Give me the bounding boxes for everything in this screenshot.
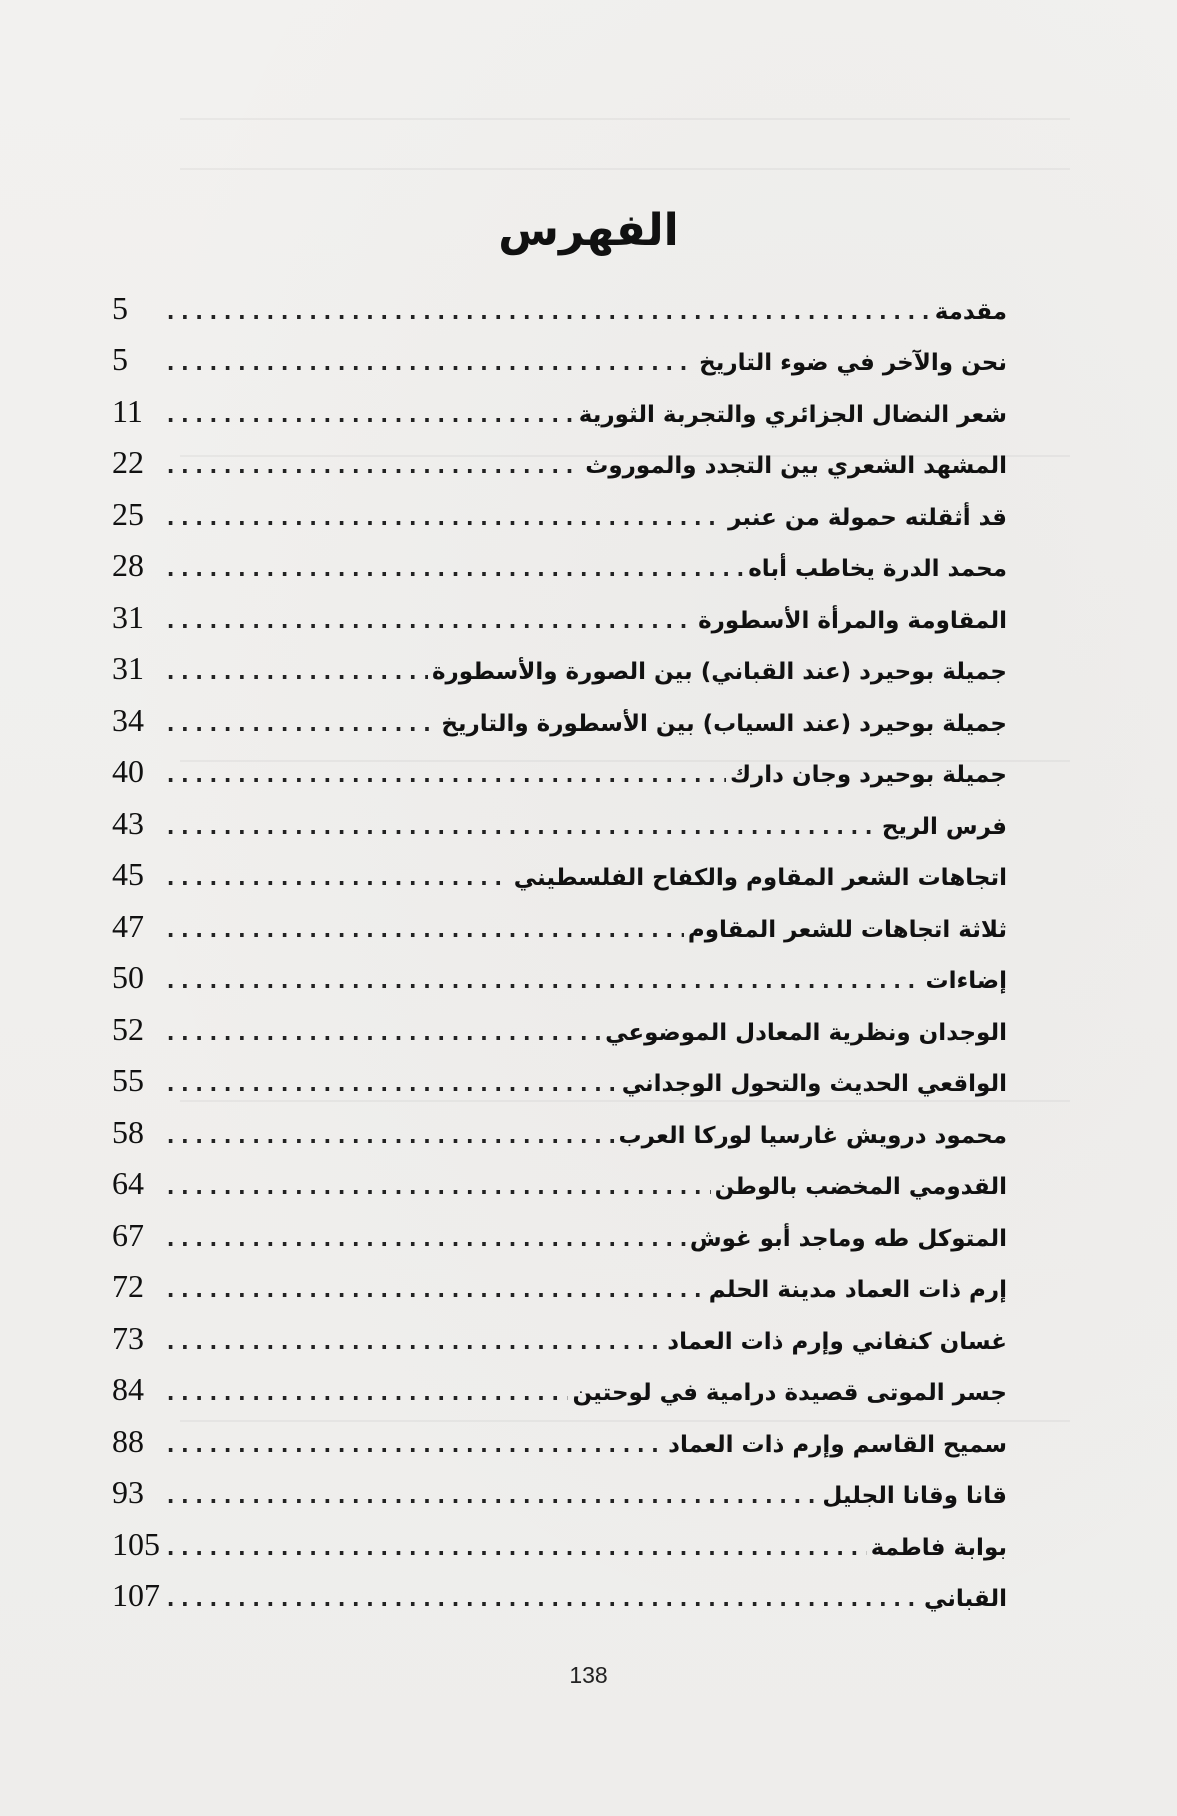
toc-entry-title: بوابة فاطمة	[870, 1534, 1007, 1561]
dot-leader	[164, 868, 510, 890]
toc-entry-title: محمود درويش غارسيا لوركا العرب	[618, 1122, 1007, 1149]
dot-leader	[164, 1023, 601, 1045]
toc-entry-title: القباني	[923, 1586, 1007, 1612]
toc-entry-page: 5	[112, 289, 128, 326]
toc-entry-page: 11	[112, 392, 143, 429]
dot-leader	[164, 508, 724, 530]
dot-leader	[164, 1538, 867, 1560]
toc-entry	[112, 736, 1007, 788]
dot-leader	[164, 920, 684, 942]
toc-entry-title: الوجدان ونظرية المعادل الموضوعي	[605, 1019, 1007, 1046]
toc-entry	[112, 1405, 1007, 1457]
toc-entry	[112, 375, 1007, 427]
toc-entry	[112, 787, 1007, 839]
toc-entry-page: 64	[112, 1165, 144, 1201]
dot-leader	[164, 1589, 920, 1611]
toc-entry	[112, 1148, 1007, 1200]
toc-entry-title: المقاومة والمرأة الأسطورة	[698, 607, 1007, 634]
toc-entry-title: إضاءات	[925, 968, 1007, 994]
toc-entry-title: المشهد الشعري بين التجدد والموروث	[585, 453, 1007, 479]
toc-entry-page: 47	[112, 907, 144, 944]
dot-leader	[164, 714, 437, 736]
toc-entry	[112, 633, 1007, 685]
toc-entry-title: سميح القاسم وإرم ذات العماد	[668, 1431, 1007, 1458]
toc-entry	[112, 530, 1007, 582]
toc-entry-title: قانا وقانا الجليل	[822, 1483, 1007, 1509]
dot-leader	[164, 817, 878, 839]
toc-entry-page: 28	[112, 547, 144, 583]
toc-entry	[112, 839, 1007, 891]
bleed-through-line	[180, 168, 1070, 170]
toc-entry-page: 22	[112, 444, 144, 480]
toc-entry-title: جميلة بوحيرد (عند السياب) بين الأسطورة والتاريخ	[441, 710, 1007, 737]
toc-entry-page: 72	[112, 1268, 144, 1304]
toc-entry	[112, 1045, 1007, 1097]
dot-leader	[164, 1383, 568, 1405]
toc-entry-title: جميلة بوحيرد وجان دارك	[729, 762, 1007, 788]
toc-entry	[112, 684, 1007, 736]
toc-entry-page: 31	[112, 650, 144, 686]
dot-leader	[164, 971, 922, 993]
toc-entry-title: جسر الموتى قصيدة درامية في لوحتين	[572, 1380, 1007, 1406]
dot-leader	[164, 1126, 615, 1148]
dot-leader	[164, 1486, 818, 1508]
toc-entry	[112, 272, 1007, 324]
toc-entry-page: 50	[112, 959, 144, 995]
toc-entry	[112, 993, 1007, 1045]
toc-entry	[112, 427, 1007, 479]
toc-entry-page: 45	[112, 856, 144, 892]
toc-entry-title: المتوكل طه وماجد أبو غوش	[689, 1225, 1007, 1252]
toc-entry-title: ثلاثة اتجاهات للشعر المقاوم	[687, 916, 1007, 943]
toc-entry-page: 67	[112, 1216, 144, 1253]
page-number: 138	[569, 1662, 608, 1688]
toc-entry	[112, 1354, 1007, 1406]
toc-entry-page: 43	[112, 804, 144, 841]
dot-leader	[164, 765, 726, 787]
dot-leader	[164, 1332, 663, 1354]
toc-entry	[112, 478, 1007, 530]
toc-entry	[112, 942, 1007, 994]
toc-entry-title: القدومي المخضب بالوطن	[714, 1174, 1007, 1200]
bleed-through-line	[180, 118, 1070, 120]
toc-entry	[112, 1508, 1007, 1560]
dot-leader	[164, 1229, 686, 1251]
toc-entry-page: 105	[112, 1525, 160, 1562]
toc-entry-title: اتجاهات الشعر المقاوم والكفاح الفلسطيني	[513, 865, 1007, 891]
toc-entry-title: محمد الدرة يخاطب أباه	[748, 556, 1007, 582]
toc-entry-page: 31	[112, 598, 144, 635]
toc-entry-page: 5	[112, 341, 128, 377]
toc-entry-page: 40	[112, 753, 144, 789]
dot-leader	[164, 611, 694, 633]
toc-entry	[112, 1199, 1007, 1251]
toc-entry-page: 84	[112, 1371, 144, 1407]
toc-entry	[112, 1251, 1007, 1303]
toc-entry-title: إرم ذات العماد مدينة الحلم	[708, 1277, 1007, 1303]
dot-leader	[164, 1074, 618, 1096]
toc-entry-title: مقدمة	[934, 298, 1007, 325]
dot-leader	[164, 1177, 711, 1199]
toc-entry-page: 107	[112, 1577, 160, 1613]
toc-entry-page: 55	[112, 1062, 144, 1098]
toc-entry-title: قد أثقلته حمولة من عنبر	[728, 504, 1007, 531]
toc-entry-page: 88	[112, 1422, 144, 1459]
toc-entry-page: 73	[112, 1319, 144, 1356]
table-of-contents	[112, 272, 1007, 1611]
toc-entry-page: 93	[112, 1474, 144, 1510]
page-title: الفهرس	[498, 205, 679, 256]
toc-entry-title: غسان كنفاني وإرم ذات العماد	[667, 1328, 1007, 1355]
toc-entry	[112, 1302, 1007, 1354]
toc-entry-title: جميلة بوحيرد (عند القباني) بين الصورة والأسطورة	[431, 659, 1007, 685]
dot-leader	[164, 1280, 705, 1302]
toc-entry-title: الواقعي الحديث والتحول الوجداني	[621, 1071, 1007, 1097]
dot-leader	[164, 559, 744, 581]
toc-entry	[112, 1457, 1007, 1509]
toc-entry-title: شعر النضال الجزائري والتجربة الثورية	[578, 401, 1007, 428]
toc-entry	[112, 890, 1007, 942]
toc-entry-page: 34	[112, 701, 144, 738]
toc-entry-page: 58	[112, 1113, 144, 1150]
dot-leader	[164, 353, 695, 375]
dot-leader	[164, 302, 931, 324]
toc-entry-title: نحن والآخر في ضوء التاريخ	[699, 350, 1007, 376]
toc-entry	[112, 324, 1007, 376]
dot-leader	[164, 405, 575, 427]
toc-entry	[112, 1096, 1007, 1148]
toc-entry-page: 52	[112, 1010, 144, 1047]
toc-entry-title: فرس الريح	[881, 813, 1007, 840]
toc-entry-page: 25	[112, 495, 144, 532]
dot-leader	[164, 1435, 664, 1457]
toc-entry	[112, 581, 1007, 633]
dot-leader	[164, 456, 581, 478]
dot-leader	[164, 662, 428, 684]
toc-entry	[112, 1560, 1007, 1612]
